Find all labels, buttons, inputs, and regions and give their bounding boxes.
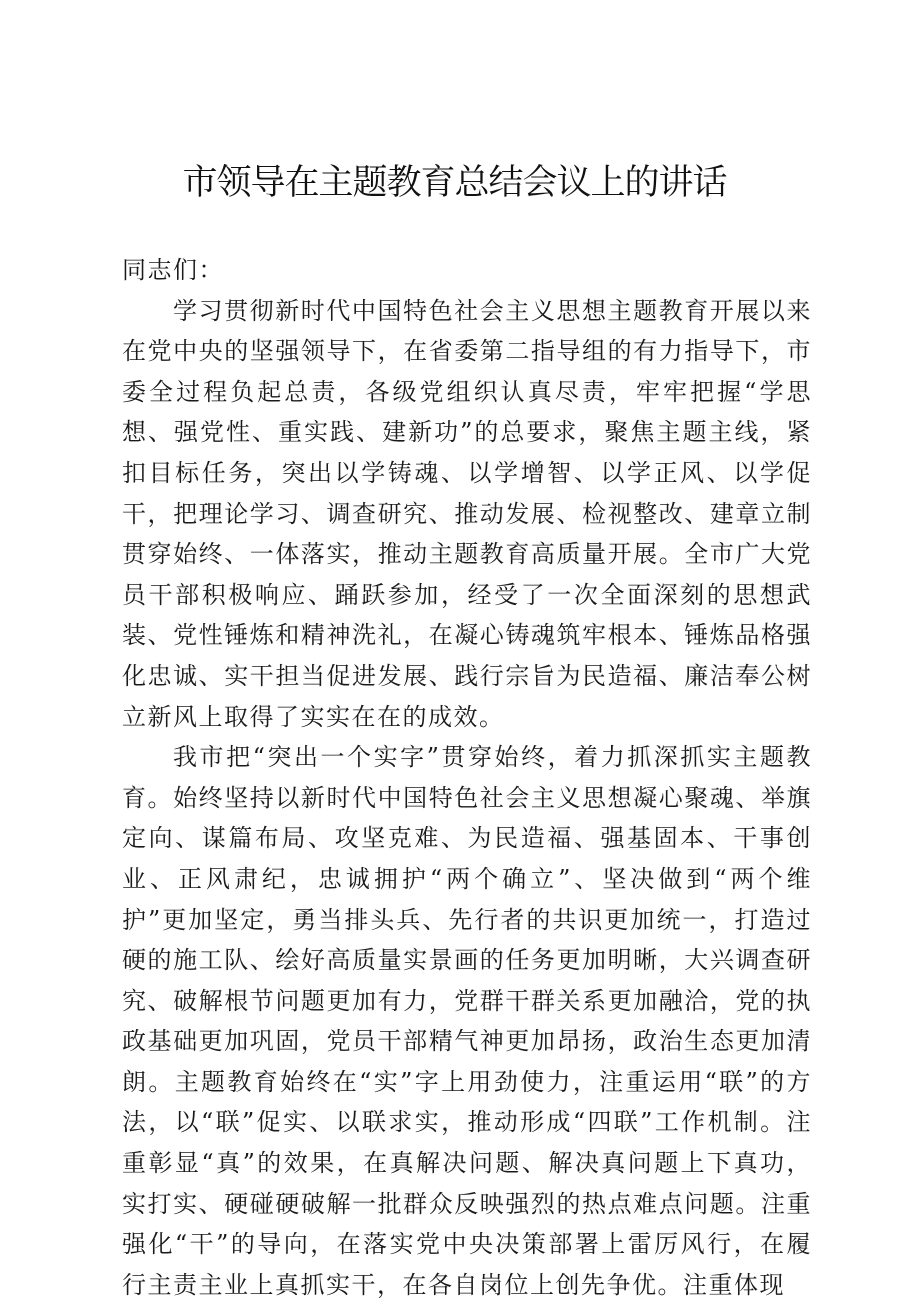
paragraph-2: 我市把“突出一个实字”贯穿始终，着力抓深抓实主题教育。始终坚持以新时代中国特色社会主义思想凝心聚魂、举旗定向、谋篇布局、攻坚克难、为民造福、强基固本、干事创业、正风肃纪，忠诚拥护“两个确立”、坚决做到“两个维护”更加坚定，勇当排头兵、先行者的共识更加统一，打造过硬的施工队、绘好高质量实景画的任务更加明晰，大兴调查研究、破解根节问题更加有力，党群干群关系更加融洽，党的执政基础更加巩固，党员干部精气神更加昂扬，政治生态更加清朗。主题教育始终在“实”字上用劲使力，注重运用“联”的方法，以“联”促实、以联求实，推动形成“四联”工作机制。注重彰显“真”的效果，在真解决问题、解决真问题上下真功，实打实、硬碰硬破解一批群众反映强烈的热点难点问题。注重强化“干”的导向，在落实党中央决策部署上雷厉风行，在履行主责主业上真抓实干，在各自岗位上创先争优。注重体现 (122, 743, 812, 1299)
document-title: 市领导在主题教育总结会议上的讲话 (182, 163, 727, 203)
salutation: 同志们： (122, 256, 224, 284)
paragraph-1: 学习贯彻新时代中国特色社会主义思想主题教育开展以来在党中央的坚强领导下，在省委第二指导组的有力指导下，市委全过程负起总责，各级党组织认真尽责，牢牢把握“学思想、强党性、重实践、建新功”的总要求，聚焦主题主线，紧扣目标任务，突出以学铸魂、以学增智、以学正风、以学促干，把理论学习、调查研究、推动发展、检视整改、建章立制贯穿始终、一体落实，推动主题教育高质量开展。全市广大党员干部积极响应、踊跃参加，经受了一次全面深刻的思想武装、党性锤炼和精神洗礼，在凝心铸魂筑牢根本、锤炼品格强化忠诚、实干担当促进发展、践行宗旨为民造福、廉洁奉公树立新风上取得了实实在在的成效。 (122, 296, 812, 731)
document-body (122, 250, 812, 1305)
